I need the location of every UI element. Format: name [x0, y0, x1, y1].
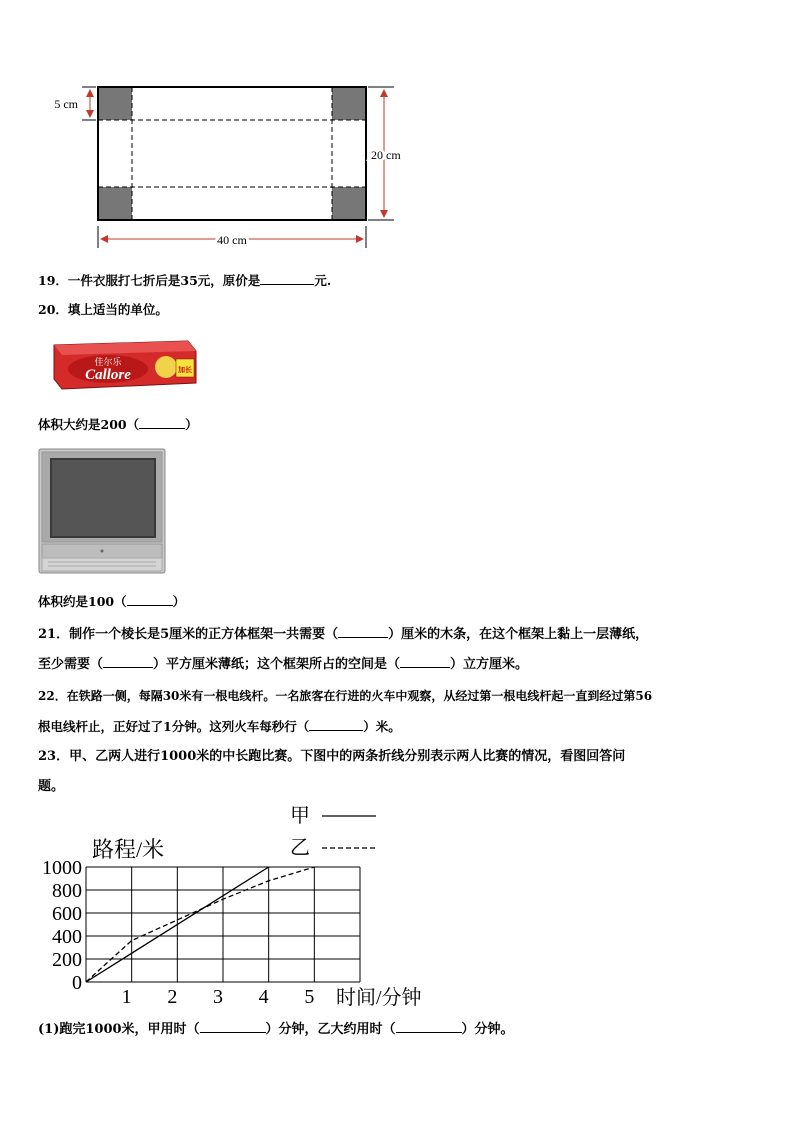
box-net-figure [30, 70, 430, 255]
series-line-yi [86, 867, 314, 982]
svg-text:加长: 加长 [178, 366, 192, 374]
question-23-line-2: 题。 [38, 779, 65, 794]
answer-blank[interactable] [260, 272, 314, 285]
chart-x-axis-label: 时间/分钟 [336, 987, 422, 1009]
question-23-sub-1: (1)跑完1000米，甲用时（ ）分钟，乙大约用时（ ）分钟。 [38, 1022, 514, 1037]
answer-blank[interactable] [396, 1020, 462, 1033]
dim-label-5cm: 5 cm [54, 97, 78, 111]
question-21-line-2: 至少需要（ ）平方厘米薄纸；这个框架所占的空间是（ ）立方厘米。 [38, 657, 529, 672]
corner-square-br [332, 187, 366, 220]
svg-text:Callore: Callore [85, 367, 131, 383]
answer-blank[interactable] [338, 625, 388, 638]
question-number: 19． [38, 273, 68, 288]
y-tick-label: 800 [52, 880, 82, 902]
y-tick-label: 0 [72, 972, 82, 994]
y-tick-label: 600 [52, 903, 82, 925]
outer-rectangle [98, 87, 366, 220]
chart-grid [86, 867, 360, 982]
answer-blank[interactable] [400, 655, 450, 668]
x-tick-label: 1 [121, 986, 132, 1008]
question-21-line-1: 21．制作一个棱长是5厘米的正方体框架一共需要（ ）厘米的木条，在这个框架上黏上一层薄纸， [38, 627, 649, 642]
x-tick-label: 4 [258, 986, 269, 1008]
legend-label: 甲 [290, 805, 310, 827]
answer-blank[interactable] [127, 593, 173, 606]
x-tick-label: 5 [304, 986, 315, 1008]
chart-series [86, 867, 314, 982]
question-number: 20． [38, 302, 68, 317]
chart-legend [290, 805, 376, 859]
y-tick-label: 1000 [42, 857, 82, 879]
dim-label-20cm: 20 cm [371, 148, 401, 162]
x-tick-label: 3 [213, 986, 223, 1008]
svg-text:佳尔乐: 佳尔乐 [94, 357, 122, 367]
corner-square-bl [98, 187, 132, 220]
legend-label: 乙 [290, 837, 310, 859]
question-20-item-1: 体积大约是200（ ） [38, 417, 198, 432]
dim-label-40cm: 40 cm [217, 233, 247, 247]
question-19: 19．一件衣服打七折后是35元，原价是 元. [38, 273, 332, 288]
answer-blank[interactable] [200, 1020, 266, 1033]
question-number: 21． [38, 627, 70, 642]
x-tick-label: 2 [167, 986, 178, 1008]
race-line-chart [30, 800, 450, 1012]
y-tick-label: 200 [52, 949, 82, 971]
question-22-line-1: 22．在铁路一侧，每隔30米有一根电线杆。一名旅客在行进的火车中观察，从经过第一根电线杆起一直到经过第56 [38, 689, 653, 703]
corner-square-tr [332, 87, 366, 120]
corner-square-tl [98, 87, 132, 120]
answer-blank[interactable] [309, 718, 363, 731]
plastic-wrap-box-image [50, 333, 200, 395]
question-number: 22． [38, 689, 67, 703]
question-20: 20．填上适当的单位。 [38, 302, 168, 317]
question-number: 23． [38, 749, 70, 764]
question-23-line-1: 23．甲、乙两人进行1000米的中长跑比赛。下图中的两条折线分别表示两人比赛的情况，看图回答问 [38, 749, 626, 764]
y-tick-label: 400 [52, 926, 82, 948]
television-image [38, 448, 168, 576]
chart-y-axis-label: 路程/米 [92, 837, 165, 862]
answer-blank[interactable] [139, 416, 185, 429]
question-22-line-2: 根电线杆止，正好过了1分钟。这列火车每秒行（ ）米。 [38, 719, 401, 734]
question-20-item-2: 体积约是100（ ） [38, 594, 186, 609]
answer-blank[interactable] [103, 655, 153, 668]
